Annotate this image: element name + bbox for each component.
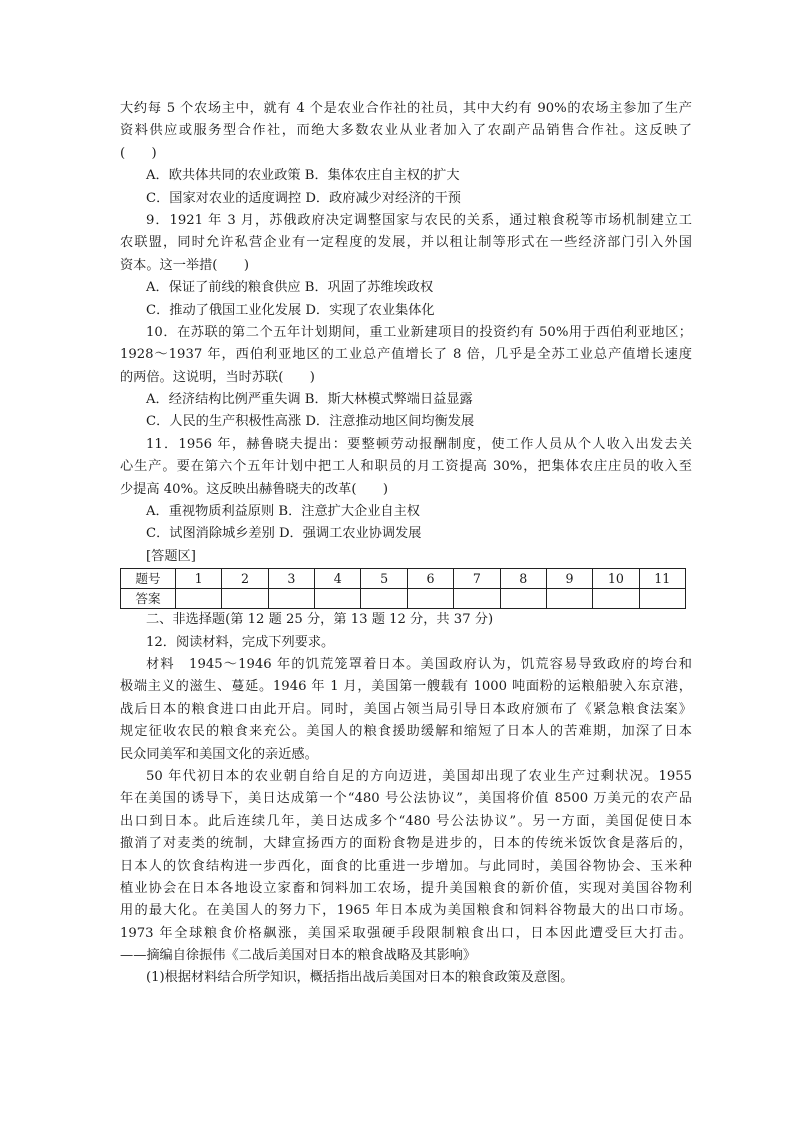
q9-line-1: 9．1921 年 3 月，苏俄政府决定调整国家与农民的关系，通过粮食税等市场机制建立工	[146, 212, 692, 228]
q10-option-ab: A．经济结构比例严重失调 B．斯大林模式弊端日益显露	[146, 392, 473, 408]
q10-line-1: 10．在苏联的第二个五年计划期间，重工业新建项目的投资约有 50%用于西伯利亚地区；	[146, 324, 692, 340]
material-para1-line: 材料 1945～1946 年的饥荒笼罩着日本。美国政府认为，饥荒容易导致政府的垮台和	[146, 656, 692, 672]
answer-header: 答案	[121, 589, 176, 609]
q10-line-3: 的两倍。这说明，当时苏联( )	[120, 369, 315, 385]
answer-cell[interactable]	[222, 589, 268, 609]
q11-option-ab: A．重视物质利益原则 B．注意扩大企业自主权	[146, 504, 420, 520]
material-para2-line: 出口到日本。此后连续几年，美日达成多个“480 号公法协议”。另一方面，美国促使日本	[120, 813, 692, 829]
q8-line-3: ( )	[120, 145, 157, 161]
answer-cell[interactable]	[315, 589, 361, 609]
material-source: ——摘编自徐振伟《二战后美国对日本的粮食战略及其影响》	[120, 948, 477, 964]
question-number: 4	[315, 569, 361, 589]
section-heading: 二、非选择题(第 12 题 25 分，第 13 题 12 分，共 37 分)	[146, 612, 494, 628]
material-para2-line: 日本人的饮食结构进一步西化，面食的比重进一步增加。与此同时，美国谷物协会、玉米种	[120, 858, 692, 874]
q10-line-2: 1928～1937 年，西伯利亚地区的工业总产值增长了 8 倍，几乎是全苏工业总产值增长速度	[120, 347, 692, 363]
answer-cell[interactable]	[639, 589, 685, 609]
answer-cell[interactable]	[407, 589, 453, 609]
q9-line-3: 资本。这一举措( )	[120, 257, 249, 273]
q11-line-1: 11．1956 年，赫鲁晓夫提出：要整顿劳动报酬制度，使工作人员从个人收入出发去关	[146, 436, 692, 452]
material-para2-line: 1973 年全球粮食价格飙涨，美国采取强硬手段限制粮食出口，日本因此遭受巨大打击。	[120, 925, 692, 941]
q8-option-cd: C．国家对农业的适度调控 D．政府减少对经济的干预	[146, 190, 461, 206]
question-number: 2	[222, 569, 268, 589]
answer-cell[interactable]	[268, 589, 314, 609]
answer-cell[interactable]	[500, 589, 546, 609]
q11-option-cd: C．试图消除城乡差别 D．强调工农业协调发展	[146, 526, 422, 542]
answer-cell[interactable]	[546, 589, 592, 609]
number-header: 题号	[121, 569, 176, 589]
q11-line-2: 心生产。要在第六个五年计划中把工人和职员的月工资提高 30%，把集体农庄庄员的收入至	[120, 459, 692, 475]
q8-option-ab: A．欧共体共同的农业政策 B．集体农庄自主权的扩大	[146, 168, 460, 184]
answer-cell[interactable]	[454, 589, 500, 609]
material-para1-line: 极端主义的滋生、蔓延。1946 年 1 月，美国第一艘载有 1000 吨面粉的运粮船驶入东京港，	[120, 679, 692, 695]
question-number: 1	[176, 569, 222, 589]
q11-line-3: 少提高 40%。这反映出赫鲁晓夫的改革( )	[120, 481, 388, 497]
material-para1-line: 规定征收农民的粮食来充公。美国人的粮食援助缓解和缩短了日本人的苦难期，加深了日本	[120, 724, 692, 740]
question-number: 11	[639, 569, 685, 589]
answer-table	[120, 568, 686, 609]
material-para2-line: 植业协会在日本各地设立家畜和饲料加工农场，提升美国粮食的新价值，实现对美国谷物利	[120, 880, 692, 896]
question-number: 7	[454, 569, 500, 589]
answer-cell[interactable]	[593, 589, 639, 609]
answer-cell[interactable]	[361, 589, 407, 609]
question-number: 6	[407, 569, 453, 589]
question-number: 8	[500, 569, 546, 589]
question-number: 9	[546, 569, 592, 589]
answer-table-answer-row	[121, 589, 686, 609]
q9-option-ab: A．保证了前线的粮食供应 B．巩固了苏维埃政权	[146, 280, 434, 296]
q8-line-2: 资料供应或服务型合作社，而绝大多数农业从业者加入了农副产品销售合作社。这反映了	[120, 123, 692, 139]
material-para2-line: 年在美国的诱导下，美日达成第一个“480 号公法协议”，美国将价值 8500 万美元的农产品	[120, 791, 692, 807]
question-number: 5	[361, 569, 407, 589]
material-para2-line: 用的最大化。在美国人的努力下，1965 年日本成为美国粮食和饲料谷物最大的出口市场。	[120, 903, 692, 919]
q9-option-cd: C．推动了俄国工业化发展 D．实现了农业集体化	[146, 302, 435, 318]
answer-area-label: [答题区]	[146, 548, 196, 564]
q12-subquestion-1: (1)根据材料结合所学知识，概括指出战后美国对日本的粮食政策及意图。	[146, 970, 574, 986]
q10-option-cd: C．人民的生产积极性高涨 D．注意推动地区间均衡发展	[146, 414, 475, 430]
q9-line-2: 农联盟，同时允许私营企业有一定程度的发展，并以租让制等形式在一些经济部门引入外国	[120, 235, 692, 251]
material-para1-line: 民众同美军和美国文化的亲近感。	[120, 746, 318, 762]
question-number: 10	[593, 569, 639, 589]
answer-table-number-row	[121, 569, 686, 589]
q8-line-1: 大约每 5 个农场主中，就有 4 个是农业合作社的社员，其中大约有 90%的农场主参加了生产	[120, 101, 692, 116]
material-para1-line: 战后日本的粮食进口由此开启。同时，美国占领当局引导日本政府颁布了《紧急粮食法案》	[120, 701, 692, 717]
exam-page	[120, 98, 692, 990]
q12-intro: 12．阅读材料，完成下列要求。	[146, 634, 335, 650]
question-number: 3	[268, 569, 314, 589]
material-para2-line: 撤消了对麦类的统制，大肆宣扬西方的面粉食物是进步的，日本的传统米饭饮食是落后的，	[120, 836, 692, 852]
material-para2-line: 50 年代初日本的农业朝自给自足的方向迈进，美国却出现了农业生产过剩状况。1955	[146, 768, 692, 784]
answer-cell[interactable]	[176, 589, 222, 609]
